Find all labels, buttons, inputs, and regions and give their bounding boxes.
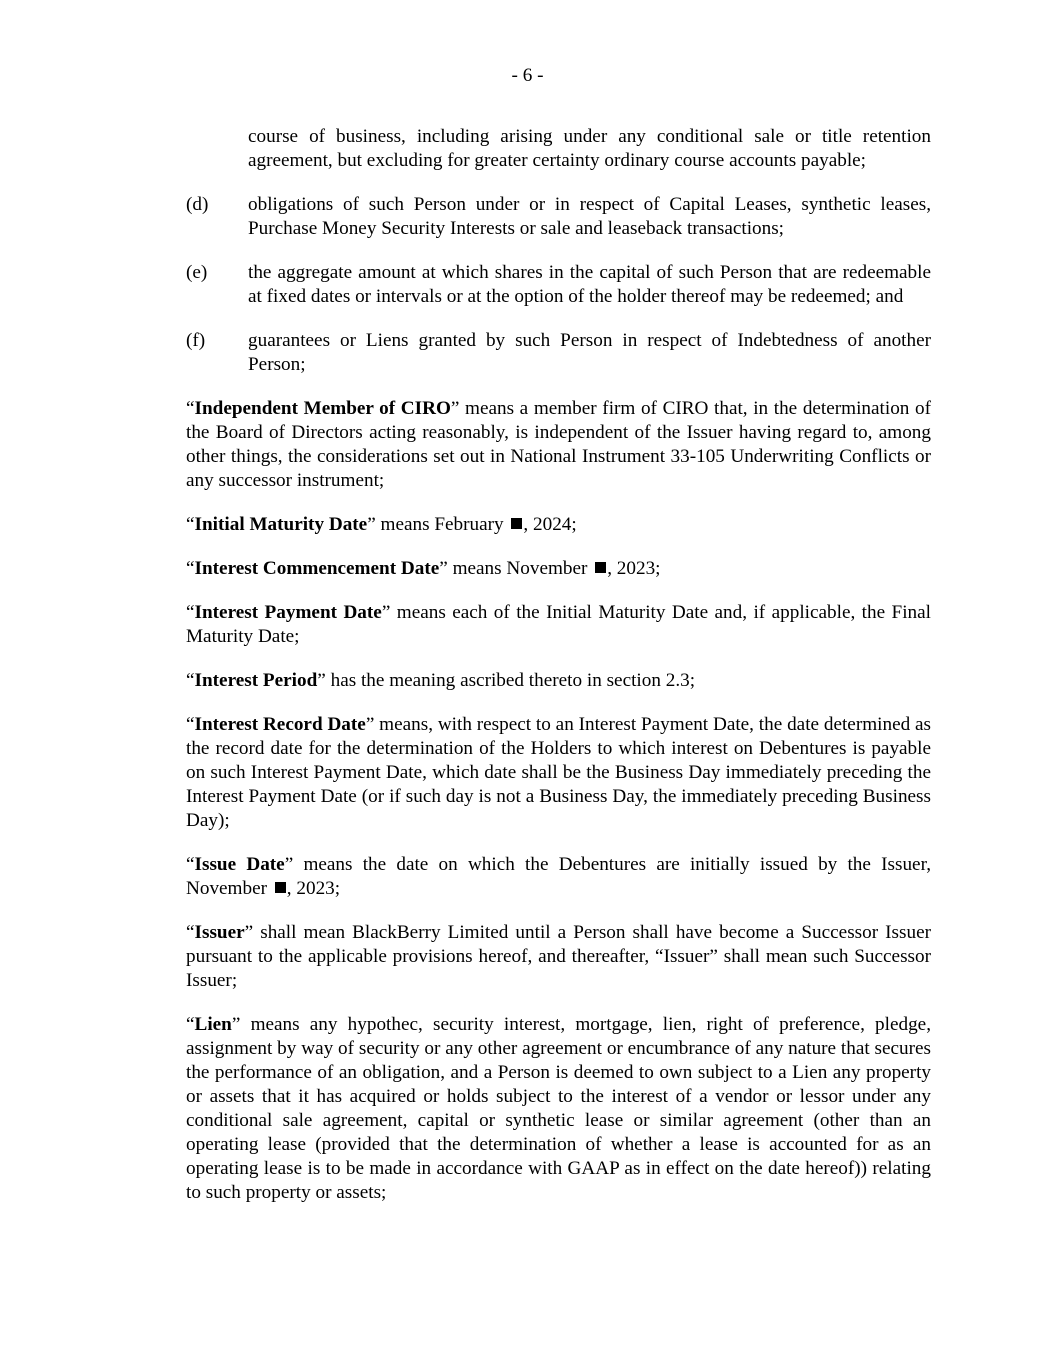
definition-interest-payment-date: “Interest Payment Date” means each of the Initial Maturity Date and, if applicable, the Final Maturity Date; — [186, 602, 931, 647]
placeholder-square-icon — [595, 562, 606, 573]
defined-term: Interest Period — [194, 670, 318, 691]
definition-text: means a member firm of CIRO that, in the determination of the Board of Directors acting reasonably, is independent of the Issuer having regard to, among other things, the considerations set out in National Instrument 33-105 Underwriting Conflicts or any successor instrument; — [186, 398, 931, 491]
definition-text: means any hypothec, security interest, mortgage, lien, right of preference, pledge, assignment by way of security or any other agreement or encumbrance of any nature that secures the performance of an obligation, and a Person is deemed to own subject to a Lien any property or assets that it has acquired or holds subject to the interest of a vendor or lessor under any conditional sale agreement, capital or synthetic lease or similar agreement (other than an operating lease (provided that the determination of whether a lease is accounted for as an operating lease is to be made in accordance with GAAP as in effect on the date hereof)) relating to such property or assets; — [186, 1014, 931, 1203]
definition-text: shall mean BlackBerry Limited until a Person shall have become a Successor Issuer pursuant to the applicable provisions hereof, and thereafter, “Issuer” shall mean such Successor Issuer; — [186, 922, 931, 991]
defined-term: Interest Commencement Date — [194, 558, 440, 579]
definition-issue-date: “Issue Date” means the date on which the Debentures are initially issued by the Issuer, November , 2023; — [186, 854, 931, 899]
defined-term: Initial Maturity Date — [194, 514, 368, 535]
defined-term: Interest Record Date — [194, 714, 366, 735]
definition-issuer: “Issuer” shall mean BlackBerry Limited until a Person shall have become a Successor Issuer pursuant to the applicable provisions hereof, and thereafter, “Issuer” shall mean such Successor Issuer; — [186, 922, 931, 991]
definition-interest-commencement-date: “Interest Commencement Date” means November , 2023; — [186, 558, 661, 579]
document-body — [186, 125, 931, 1225]
defined-term: Independent Member of CIRO — [194, 398, 451, 419]
defined-term: Issue Date — [194, 854, 285, 875]
definition-text: means November — [447, 558, 593, 579]
list-item-f — [186, 329, 931, 377]
list-item-label: (d) — [186, 194, 209, 215]
list-item-text: guarantees or Liens granted by such Person in respect of Indebtedness of another Person; — [248, 330, 931, 375]
continued-paragraph: course of business, including arising under any conditional sale or title retention agreement, but excluding for greater certainty ordinary course accounts payable; — [248, 126, 931, 171]
list-item-d — [186, 193, 931, 241]
defined-term: Lien — [194, 1014, 232, 1035]
definition-text-end: , 2023; — [286, 878, 341, 899]
defined-term: Issuer — [194, 922, 245, 943]
placeholder-square-icon — [275, 882, 286, 893]
list-item-label: (e) — [186, 262, 208, 283]
definition-initial-maturity-date: “Initial Maturity Date” means February , 2024; — [186, 514, 577, 535]
definition-text: means the date on which the Debentures are initially issued by the Issuer, November — [186, 854, 931, 899]
definition-text-end: , 2024; — [523, 514, 577, 535]
definition-interest-period: “Interest Period” has the meaning ascribed thereto in section 2.3; — [186, 670, 696, 691]
definition-lien: “Lien” means any hypothec, security interest, mortgage, lien, right of preference, pledge, assignment by way of security or any other agreement or encumbrance of any nature that secures the performance of an obligation, and a Person is deemed to own subject to a Lien any property or assets that it has acquired or holds subject to the interest of a vendor or lessor under any conditional sale agreement, capital or synthetic lease or similar agreement (other than an operating lease (provided that the determination of whether a lease is accounted for as an operating lease is to be made in accordance with GAAP as in effect on the date hereof)) relating to such property or assets; — [186, 1014, 931, 1203]
list-item-e — [186, 261, 931, 309]
definition-text: means February — [375, 514, 509, 535]
definition-independent-member: “Independent Member of CIRO” means a member firm of CIRO that, in the determination of the Board of Directors acting reasonably, is independent of the Issuer having regard to, among other things, the considerations set out in National Instrument 33-105 Underwriting Conflicts or any successor instrument; — [186, 398, 931, 491]
definition-text: has the meaning ascribed thereto in section 2.3; — [325, 670, 696, 691]
list-item-label: (f) — [186, 330, 206, 351]
definition-text-end: , 2023; — [607, 558, 661, 579]
definition-interest-record-date: “Interest Record Date” means, with respect to an Interest Payment Date, the date determined as the record date for the determination of the Holders to which interest on Debentures is payable on such Interest Payment Date, which date shall be the Business Day immediately preceding the Interest Payment Date (or if such day is not a Business Day, the immediately preceding Business Day); — [186, 714, 931, 831]
definition-text: means each of the Initial Maturity Date and, if applicable, the Final Maturity Date; — [186, 602, 931, 647]
definition-text: means, with respect to an Interest Payment Date, the date determined as the record date for the determination of the Holders to which interest on Debentures is payable on such Interest Payment Date, which date shall be the Business Day immediately preceding the Interest Payment Date (or if such day is not a Business Day, the immediately preceding Business Day); — [186, 714, 931, 831]
placeholder-square-icon — [511, 518, 522, 529]
defined-term: Interest Payment Date — [194, 602, 382, 623]
list-item-text: obligations of such Person under or in respect of Capital Leases, synthetic leases, Purchase Money Security Interests or sale and leaseback transactions; — [248, 194, 931, 239]
page-number: - 6 - — [511, 65, 544, 86]
list-item-text: the aggregate amount at which shares in the capital of such Person that are redeemable at fixed dates or intervals or at the option of the holder thereof may be redeemed; and — [248, 262, 931, 307]
